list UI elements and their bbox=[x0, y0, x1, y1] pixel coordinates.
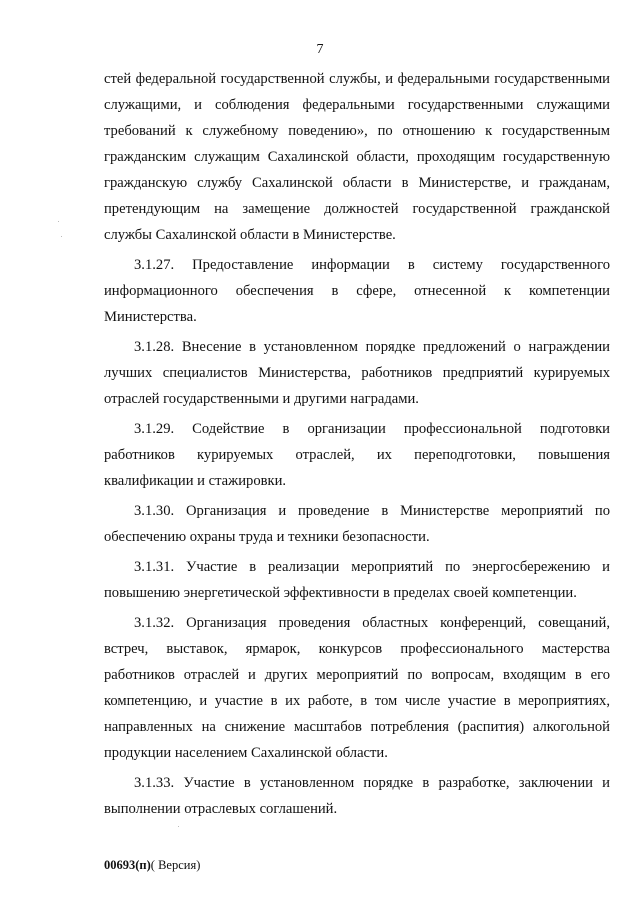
scan-speck bbox=[61, 236, 62, 237]
paragraph-3-1-30: 3.1.30. Организация и проведение в Министерстве мероприятий по обеспечению охраны труда и техники безопасности. bbox=[104, 503, 610, 545]
paragraph-3-1-31: 3.1.31. Участие в реализации мероприятий по энергосбережению и повышению энергетической эффективности в пределах своей компетенции. bbox=[104, 559, 610, 601]
document-version: ( Версия) bbox=[150, 858, 201, 872]
paragraph-3-1-32: 3.1.32. Организация проведения областных конференций, совещаний, встреч, выставок, ярмарок, конкурсов профессионального мастерства работников отраслей и других мероприятий по вопросам, входящим в его компетенцию, и участие в их работе, в том числе участие в мероприятиях, направленных на снижение масштабов потребления (распития) алкогольной продукции населением Сахалинской области. bbox=[104, 615, 610, 761]
scan-speck bbox=[178, 826, 179, 827]
document-code: 00693(п) bbox=[104, 858, 151, 872]
scan-speck bbox=[58, 221, 59, 222]
paragraph-3-1-29: 3.1.29. Содействие в организации профессиональной подготовки работников курируемых отраслей, их переподготовки, повышения квалификации и стажировки. bbox=[104, 421, 610, 489]
paragraph-3-1-33: 3.1.33. Участие в установленном порядке в разработке, заключении и выполнении отраслевых соглашений. bbox=[104, 775, 610, 817]
document-footer bbox=[104, 858, 200, 873]
paragraph-3-1-27: 3.1.27. Предоставление информации в систему государственного информационного обеспечения в сфере, отнесенной к компетенции Министерства. bbox=[104, 257, 610, 325]
paragraph-3-1-28: 3.1.28. Внесение в установленном порядке предложений о награждении лучших специалистов Министерства, работников предприятий курируемых отраслей государственными и другими наградами. bbox=[104, 339, 610, 407]
document-body bbox=[104, 66, 610, 826]
paragraph-continuation: стей федеральной государственной службы, и федеральными государственными служащими, и соблюдения федеральными государственными служащими требований к служебному поведению», по отношению к государственным гражданским служащим Сахалинской области, проходящим государственную гражданскую службу Сахалинской области в Министерстве, и гражданам, претендующим на замещение должностей государственной гражданской службы Сахалинской области в Министерстве. bbox=[104, 71, 610, 243]
page-number: 7 bbox=[316, 42, 324, 57]
